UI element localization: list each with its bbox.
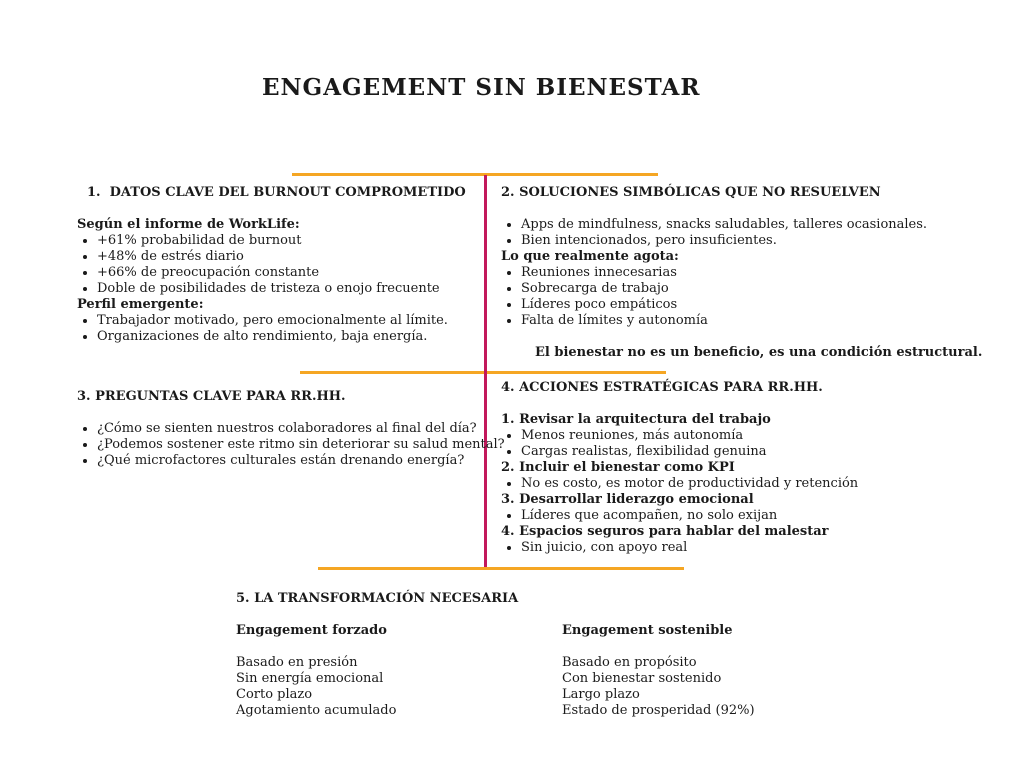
- column-item: Largo plazo: [562, 687, 640, 702]
- section-4-group-list: [501, 428, 858, 460]
- list-item: • +66% de preocupación constante: [97, 265, 466, 281]
- list-item: • Cargas realistas, flexibilidad genuina: [521, 444, 858, 460]
- section-2-list-2: [501, 265, 982, 329]
- section-3: [77, 389, 505, 469]
- section-4-group-list: [501, 540, 858, 556]
- list-item: • Falta de límites y autonomía: [521, 313, 982, 329]
- section-3-list: [77, 421, 505, 469]
- column-item: Estado de prosperidad (92%): [562, 703, 755, 718]
- page-title: ENGAGEMENT SIN BIENESTAR: [262, 74, 701, 101]
- bottom-rule: [318, 567, 684, 570]
- list-item: • Apps de mindfulness, snacks saludables, talleres ocasionales.: [521, 217, 982, 233]
- column-title: Engagement forzado: [236, 623, 387, 638]
- section-4: [501, 380, 858, 556]
- section-2-subheading: Lo que realmente agota:: [501, 249, 679, 264]
- list-item: • +48% de estrés diario: [97, 249, 466, 265]
- section-2: [501, 185, 982, 361]
- section-3-heading: 3. PREGUNTAS CLAVE PARA RR.HH.: [77, 389, 346, 404]
- comparison-column-forced: [236, 623, 396, 719]
- section-1-heading: [87, 185, 466, 201]
- column-item: Agotamiento acumulado: [236, 703, 397, 718]
- section-1-title: DATOS CLAVE DEL BURNOUT COMPROMETIDO: [109, 185, 466, 200]
- list-item: • Trabajador motivado, pero emocionalmente al límite.: [97, 313, 466, 329]
- section-5-heading: 5. LA TRANSFORMACIÓN NECESARIA: [236, 591, 519, 606]
- column-item: Basado en propósito: [562, 655, 697, 670]
- list-item: • ¿Podemos sostener este ritmo sin deteriorar su salud mental?: [97, 437, 505, 453]
- section-1-subheading-2: Perfil emergente:: [77, 297, 204, 312]
- column-item: Con bienestar sostenido: [562, 671, 722, 686]
- column-title: Engagement sostenible: [562, 623, 733, 638]
- list-item: • Sobrecarga de trabajo: [521, 281, 982, 297]
- section-1: [77, 185, 466, 345]
- list-item: • Sin juicio, con apoyo real: [521, 540, 858, 556]
- section-4-group-title: 2. Incluir el bienestar como KPI: [501, 460, 735, 475]
- column-item: Basado en presión: [236, 655, 358, 670]
- comparison-column-sustainable: [562, 623, 755, 719]
- vertical-rule: [484, 175, 487, 567]
- list-item: • Bien intencionados, pero insuficientes.: [521, 233, 982, 249]
- list-item: • Líderes que acompañen, no solo exijan: [521, 508, 858, 524]
- section-2-heading: 2. SOLUCIONES SIMBÓLICAS QUE NO RESUELVEN: [501, 185, 881, 200]
- list-item: • ¿Qué microfactores culturales están drenando energía?: [97, 453, 505, 469]
- list-item: • Organizaciones de alto rendimiento, baja energía.: [97, 329, 466, 345]
- section-1-list-1: [77, 233, 466, 297]
- section-1-list-2: [77, 313, 466, 345]
- column-item: Sin energía emocional: [236, 671, 384, 686]
- list-item: • No es costo, es motor de productividad y retención: [521, 476, 858, 492]
- top-rule: [292, 173, 658, 176]
- section-4-group-title: 3. Desarrollar liderazgo emocional: [501, 492, 754, 507]
- section-4-group-list: [501, 508, 858, 524]
- list-item: • Doble de posibilidades de tristeza o enojo frecuente: [97, 281, 466, 297]
- section-4-group-title: 4. Espacios seguros para hablar del malestar: [501, 524, 829, 539]
- middle-rule: [300, 371, 666, 374]
- section-2-conclusion: El bienestar no es un beneficio, es una condición estructural.: [535, 345, 983, 360]
- list-item: • Reuniones innecesarias: [521, 265, 982, 281]
- list-item: • Menos reuniones, más autonomía: [521, 428, 858, 444]
- column-item: Corto plazo: [236, 687, 313, 702]
- section-1-number: 1.: [87, 185, 101, 200]
- list-item: • +61% probabilidad de burnout: [97, 233, 466, 249]
- list-item: • Líderes poco empáticos: [521, 297, 982, 313]
- section-4-heading: 4. ACCIONES ESTRATÉGICAS PARA RR.HH.: [501, 380, 823, 395]
- section-2-list-1: [501, 217, 982, 249]
- list-item: • ¿Cómo se sienten nuestros colaboradores al final del día?: [97, 421, 505, 437]
- section-4-group-list: [501, 476, 858, 492]
- section-4-group-title: 1. Revisar la arquitectura del trabajo: [501, 412, 771, 427]
- section-1-subheading-1: Según el informe de WorkLife:: [77, 217, 300, 232]
